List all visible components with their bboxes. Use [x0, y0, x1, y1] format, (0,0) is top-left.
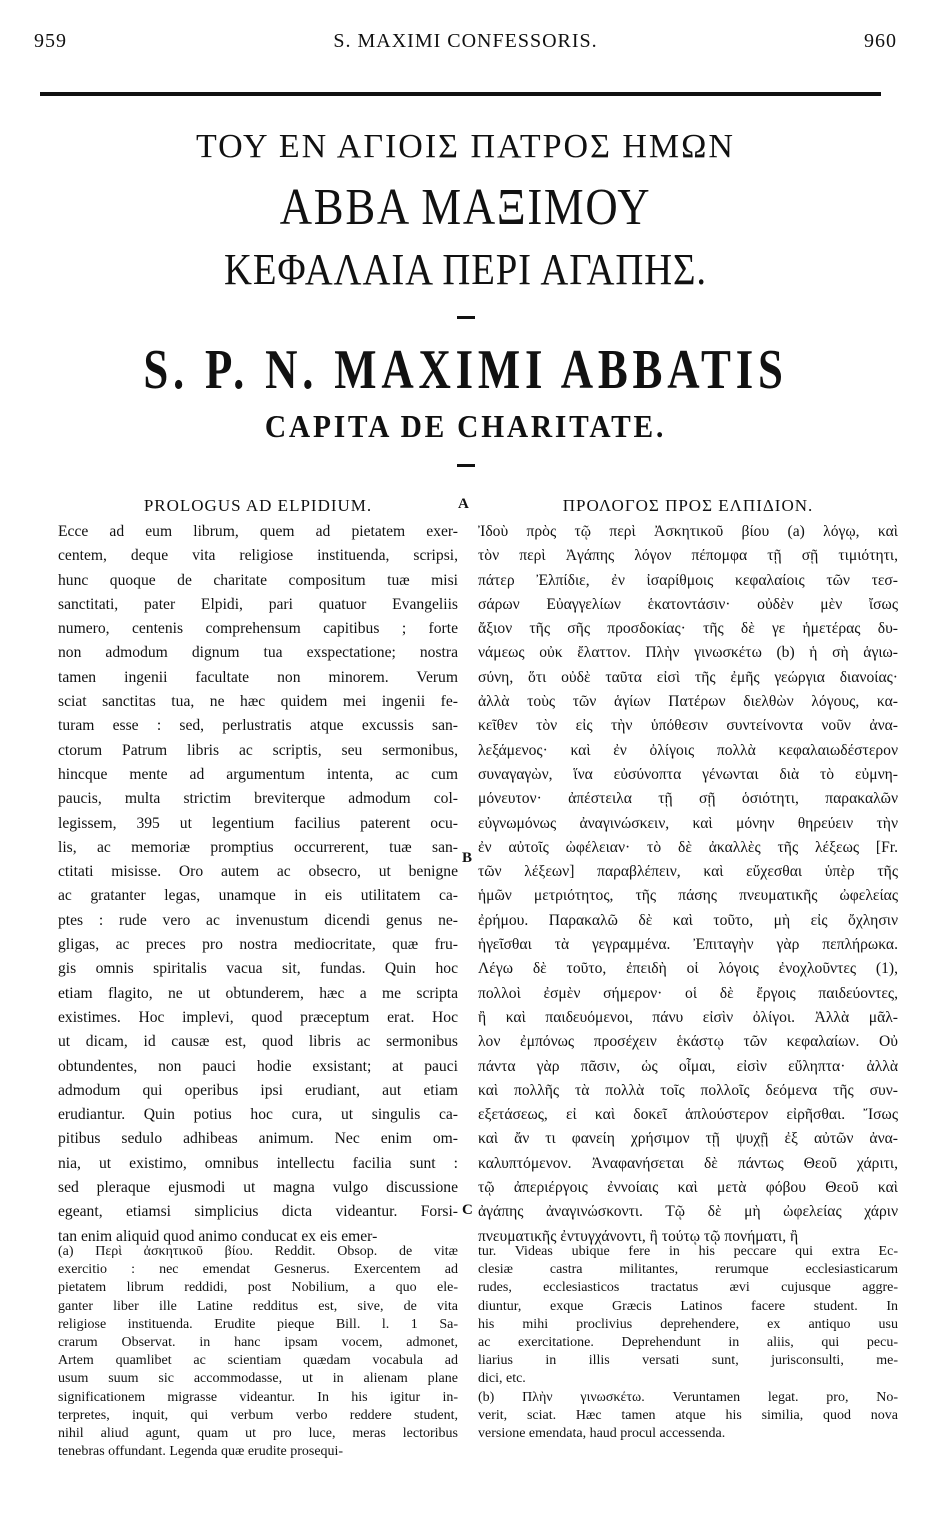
footnote-line: clesiæ castra militantes, rerumque ecclesiasticarum — [478, 1262, 898, 1278]
text-line: erudiantur. Quin potius hoc cura, ut singulis ca- — [58, 1106, 458, 1124]
text-line: lis, ac memoriæ promptius occurrerent, tuæ san- — [58, 838, 458, 856]
text-line: hincque mente ad argumentum intenta, ac cum — [58, 765, 458, 783]
text-line: ctitati misisse. Oro autem ac obsecro, ut benigne — [58, 863, 458, 881]
text-line: gis omnis spiritalis vacua sit, fundas. Quin hoc — [58, 960, 458, 978]
text-line: σάρων Εὐαγγελίων ἑκατοντάσιν· οὐδὲν μὲν ἴσως — [478, 595, 898, 613]
text-line: πάντα γὰρ πᾶσιν, ὡς οἶμαι, εἰσὶν εὔληπτα· ἀλλὰ — [478, 1057, 898, 1075]
text-line: λεξάμενος· καὶ ἐν ὀλίγοις πολλὰ κεφαλαιωδέστερον — [478, 741, 898, 759]
text-line: Ecce ad eum librum, quem ad pietatem exer- — [58, 523, 458, 540]
latin-body — [58, 520, 458, 1249]
footnotes-right — [478, 1243, 898, 1443]
footnote-line: tenebras offundant. Legenda quæ erudite prosequi- — [58, 1444, 344, 1460]
footnote-line: ganter liber ille Latine redditus est, sive, de vita — [58, 1298, 458, 1314]
text-line: τῷ ἀπεριέργοις ἐννοίαις καὶ μετὰ φόβου Θεοῦ καὶ — [478, 1179, 898, 1197]
page-number-right: 960 — [864, 30, 897, 52]
running-title: S. MAXIMI CONFESSORIS. — [333, 30, 598, 52]
margin-letter-a: A — [458, 496, 469, 512]
title-dash — [457, 316, 475, 319]
page-number-left: 959 — [34, 30, 67, 52]
greek-column — [478, 494, 898, 1249]
text-line: πνευματικῆς ἐντυγχάνοντι, ἢ τούτῳ τῷ πονήματι, ἢ — [478, 1227, 799, 1245]
text-line: λον ἐμπόνως προσέχειν ἑκάστῳ τῶν κεφαλαίων. Οὐ — [478, 1033, 898, 1051]
text-line: Ἰδοὺ πρὸς τῷ περὶ Ἀσκητικοῦ βίου (a) λόγῳ, καὶ — [478, 523, 898, 540]
text-line: tamen ingenii facultate non minorem. Verum — [58, 668, 458, 686]
text-line: sed pleraque ejusmodi ut magna vulgo discussione — [58, 1179, 458, 1197]
text-line: κεῖθεν τὸν εἰς τὴν ὑπόθεσιν συντείνοντα νοῦν ἀνα- — [478, 717, 898, 735]
text-line: legissem, 395 ut legentium facilius paterent ocu- — [58, 814, 458, 832]
latin-title-line-2: CAPITA DE CHARITATE. — [264, 408, 667, 444]
text-line: καλυπτόμενον. Ἀναφανήσεται δὲ πάντως Θεοῦ χάριτι, — [478, 1154, 898, 1172]
text-line: ἐρήμου. Παρακαλῶ δὲ καὶ τοῦτο, μὴ εἰς ὄχλησιν — [478, 911, 898, 929]
text-line: sciat sanctitas tua, ne hæc quidem mei ingenii fe- — [58, 693, 458, 711]
footnote-line: (a) Περὶ ἀσκητικοῦ βίου. Reddit. Obsop. de vitæ — [58, 1244, 458, 1259]
text-line: pitibus sedulo adhibeas animum. Nec enim om- — [58, 1130, 458, 1148]
text-line: συναγαγὼν, ἵνα εὐσύνοπτα γένωνται διὰ τὸ εὐμνη- — [478, 765, 898, 783]
text-line: numero, centenis comprehensum capitibus ; forte — [58, 620, 458, 638]
text-line: ut dicam, id causæ est, quod libris ac sermonibus — [58, 1033, 458, 1051]
greek-title-line-3: ΚΕΦΑΛΑΙΑ ΠΕΡΙ ΑΓΑΠΗΣ. — [223, 245, 707, 294]
text-line: ἐν αὐτοῖς ὠφέλειαν· τὸ δὲ ἀκαλλὲς τῆς λέξεως [Fr. — [478, 838, 898, 856]
text-line: nia, ut existimo, omnibus intellectu facilia sunt : — [58, 1154, 458, 1172]
text-line: admodum qui operibus ipsi erudiant, aut etiam — [58, 1081, 458, 1099]
text-line: ἄξιον τῆς σῆς προσδοκίας· τῆς δὲ γε ἡμετέρας δυ- — [478, 620, 898, 638]
text-line: πολλοὶ ἐσμὲν σήμερον· οἱ δὲ ἔργοις παιδεύοντες, — [478, 984, 898, 1002]
text-line: σύνη, ὅτι οὐδὲ ταῦτα εἰσὶ τῆς ἐμῆς γεώργια διανοίας· — [478, 668, 898, 686]
footnote-line: usum suum sic accommodasse, ut in alienam plane — [58, 1371, 458, 1387]
text-line: πάτερ Ἐλπίδιε, ἐν ἰσαρίθμοις κεφαλαίοις τῶν τεσ- — [478, 571, 898, 589]
footnote-line: tur. Videas ubique fere in his peccare qui extra Ec- — [478, 1244, 898, 1259]
text-line: paucis, multa strictim breviterque admodum col- — [58, 790, 458, 808]
footnote-line: pietatem librum reddidi, post Nobilium, a quo ele- — [58, 1280, 458, 1296]
footnote-line: liarius in illis versati sunt, jurisconsulti, me- — [478, 1353, 898, 1369]
text-line: Λέγω δὲ τοῦτο, ἐπειδὴ οἱ λόγοις ἐνοχλοῦντες (1), — [478, 960, 898, 978]
header-rule — [40, 92, 881, 96]
footnote-line: terpretes, inquit, qui verbum verbo reddere student, — [58, 1407, 458, 1423]
greek-heading: ΠΡΟΛΟΓΟΣ ΠΡΟΣ ΕΛΠΙΔΙΟΝ. — [562, 496, 814, 515]
text-line: turam esse : sed, perlustratis atque excussis san- — [58, 717, 458, 735]
text-line: ἡμῶν μετριότητος, τῆς πάσης πνευματικῆς ὠφελείας — [478, 887, 898, 905]
latin-column — [58, 494, 458, 1249]
text-line: μόνευτον· ἀπέστειλα τῇ σῇ ὁσιότητι, παρακαλῶν — [478, 790, 898, 808]
text-line: egeant, etiamsi simplicius dicta videantur. Forsi- — [58, 1203, 458, 1221]
latin-title-line-1: S. P. N. MAXIMI ABBATIS — [143, 339, 788, 401]
text-line: ἢ καὶ παιδευόμενοι, πάνυ εἰσὶν ὀλίγοι. Ἀλλὰ μᾶλ- — [478, 1008, 898, 1026]
margin-letter-c: C — [462, 1202, 473, 1218]
text-line: ἀλλὰ τοὺς τῶν ἁγίων Πατέρων διελθὼν λόγους, κα- — [478, 693, 898, 711]
footnote-line: ac exercitatione. Deprehendunt in aliis, qui pecu- — [478, 1335, 898, 1351]
text-line: obtundentes, non pauci hodie exsistant; at pauci — [58, 1057, 458, 1075]
footnote-line: dici, etc. — [478, 1371, 526, 1387]
greek-body — [478, 520, 898, 1249]
footnote-line: nihil aliud agunt, quam ut pro luce, meras lectoribus — [58, 1426, 458, 1442]
text-line: νάμεως οὐκ ἔλαττον. Πλὴν γινωσκέτω (b) ἡ σὴ ἁγιω- — [478, 644, 898, 662]
text-line: ἡγεῖσθαι τὰ γεγραμμένα. Ἐπιταγὴν γὰρ πεπλήρωκα. — [478, 936, 898, 954]
greek-title-line-1: ΤΟΥ ΕΝ ΑΓΙΟΙΣ ΠΑΤΡΟΣ ΗΜΩΝ — [196, 128, 735, 165]
text-line: ac gratanter legas, unamque in eis utilitatem ca- — [58, 887, 458, 905]
text-line: εξετάσεως, εἰ καὶ δοκεῖ ἁπλούστερον εἰρῆσθαι. Ἴσως — [478, 1106, 898, 1124]
text-line: τῶν λέξεων] παραβλέπειν, καὶ εὔχεσθαι ὑπὲρ τῆς — [478, 863, 898, 881]
text-line: καὶ πολλῆς τὰ πολλὰ τοῖς πολλοῖς δεόμενα τῆς συν- — [478, 1081, 898, 1099]
footnote-line: (b) Πλὴν γινωσκέτω. Veruntamen legat. pro, No- — [478, 1389, 898, 1405]
footnote-line: rudes, ecclesiasticos tractatus ævi cujusque aggre- — [478, 1280, 898, 1296]
footnote-line: crarum Observat. in hanc ipsam vocem, admonet, — [58, 1335, 458, 1351]
text-line: centem, deque vita religiose instituenda, scripsi, — [58, 547, 458, 565]
footnote-line: Artem quamlibet ac scientiam quædam vocabula ad — [58, 1353, 458, 1369]
footnote-line: his mihi proclivius deprehendere, ex antiquo usu — [478, 1316, 898, 1332]
text-line: τὸν περὶ Ἀγάπης λόγον πέπομφα τῇ σῇ τιμιότητι, — [478, 547, 898, 565]
text-line: hunc quoque de charitate compositum tuæ misi — [58, 571, 458, 589]
text-line: non admodum dignum tua exspectatione; nostra — [58, 644, 458, 662]
footnotes-left — [58, 1243, 458, 1461]
title-dash — [457, 464, 475, 467]
text-line: gligas, ac preces pro nostra mediocritate, quæ fru- — [58, 936, 458, 954]
footnote-line: versione emendata, haud procul accessenda. — [478, 1426, 726, 1442]
text-line: ptes : rude vero ac invenustum dicendi genus ne- — [58, 911, 458, 929]
greek-title-line-2: ΑΒΒΑ ΜΑΞΙΜΟΥ — [279, 179, 652, 236]
footnote-line: diuntur, exque Græcis Latinos facere student. In — [478, 1298, 898, 1314]
text-line: existimes. Hoc implevi, quod præceptum erat. Hoc — [58, 1008, 458, 1026]
text-line: εὐγνωμόνως ἀναγινώσκειν, καὶ μόνην θηρεύειν τὴν — [478, 814, 898, 832]
margin-letter-b: B — [462, 850, 473, 866]
text-line: etiam flagito, ne ut obtunderem, hæc a me scripta — [58, 984, 458, 1002]
footnote-line: significationem migrasse videantur. In his igitur in- — [58, 1389, 458, 1405]
footnote-line: religiose instituenda. Erudite pieque Bill. l. 1 Sa- — [58, 1316, 458, 1332]
text-line: sanctitati, pater Elpidi, pari quatuor Evangeliis — [58, 595, 458, 613]
text-line: tan enim aliquid quod animo conducat ex eis emer- — [58, 1227, 378, 1245]
text-line: ctorum Patrum libris ac scriptis, seu sermonibus, — [58, 741, 458, 759]
latin-heading: PROLOGUS AD ELPIDIUM. — [143, 496, 373, 515]
footnote-line: exercitio : nec emendat Gesnerus. Exercentem ad — [58, 1262, 458, 1278]
text-line: καὶ ἄν τι φανείη χρήσιμον τῇ ψυχῇ ἐξ αὐτῶν ἀνα- — [478, 1130, 898, 1148]
text-line: ἀγάπης ἀναγινώσκοντι. Τῷ δὲ μὴ ὠφελείας χάριν — [478, 1203, 898, 1221]
footnote-line: verit, sciat. Hæc tamen atque his similia, quod nova — [478, 1407, 898, 1423]
